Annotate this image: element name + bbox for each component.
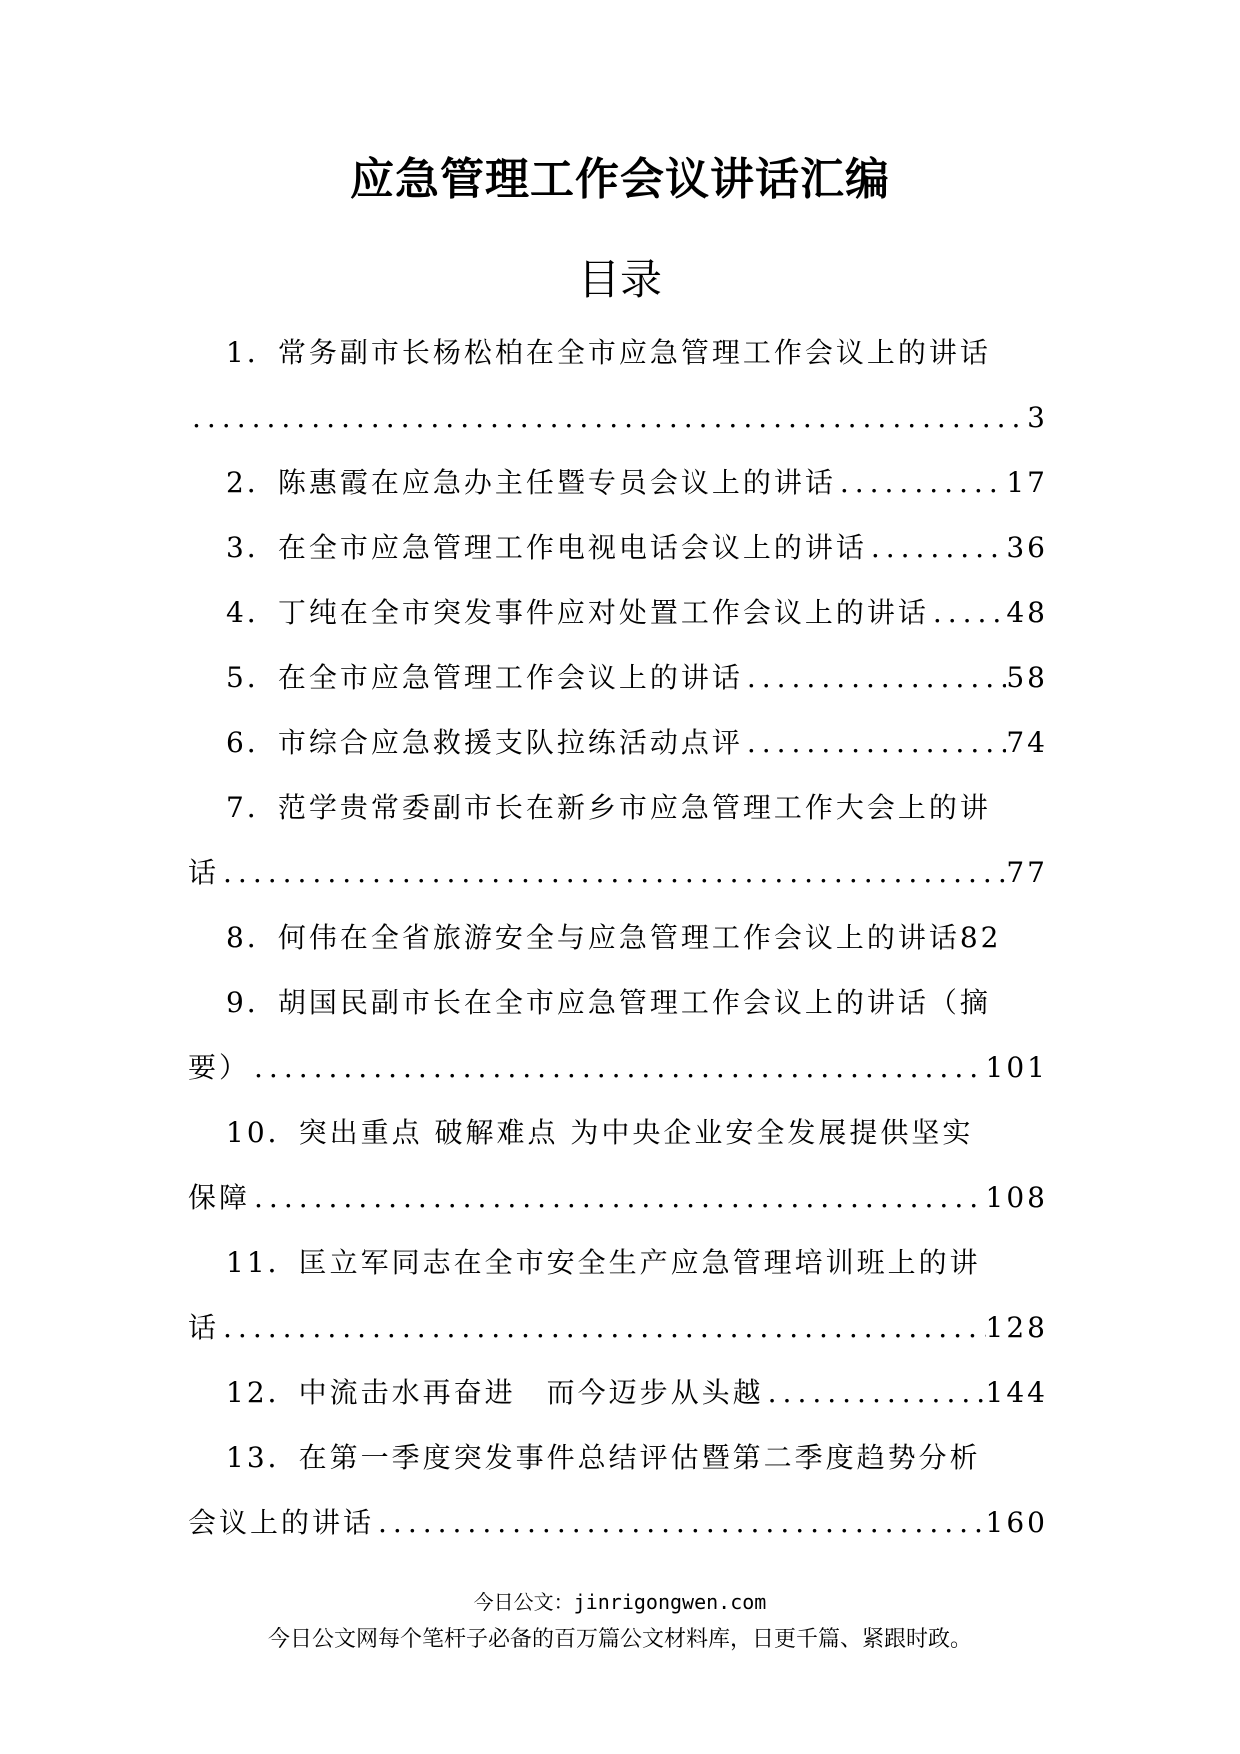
- toc-heading: 目录: [577, 255, 662, 304]
- toc-entry-title-cont: 会议上的讲话: [188, 1506, 375, 1539]
- toc-entry-7-cont[interactable]: [188, 840, 1048, 905]
- dot-leader: [219, 1295, 986, 1360]
- toc-entry-title: 5．在全市应急管理工作会议上的讲话: [226, 661, 743, 694]
- toc-entry-title: 3．在全市应急管理工作电视电话会议上的讲话: [226, 531, 867, 564]
- toc-entry-6[interactable]: [188, 710, 1048, 775]
- toc-entry-12[interactable]: [188, 1360, 1048, 1425]
- toc-page-number: 58: [1006, 661, 1048, 694]
- toc-entry-title: 4．丁纯在全市突发事件应对处置工作会议上的讲话: [226, 596, 929, 629]
- dot-leader: [250, 1035, 986, 1100]
- toc-entry-title: 1．常务副市长杨松柏在全市应急管理工作会议上的讲话: [226, 336, 991, 369]
- toc-entry-11-cont[interactable]: [188, 1295, 1048, 1360]
- table-of-contents: [188, 320, 1048, 1555]
- footer-label: 今日公文：: [473, 1590, 574, 1614]
- dot-leader: [836, 450, 1007, 515]
- dot-leader: [374, 1490, 986, 1555]
- toc-entry-title-cont: 保障: [188, 1181, 251, 1214]
- toc-entry-title: 10．突出重点 破解难点 为中央企业安全发展提供坚实: [226, 1116, 974, 1149]
- toc-entry-9[interactable]: [188, 970, 1048, 1035]
- dot-leader: [743, 710, 1007, 775]
- dot-leader: [929, 580, 1007, 645]
- toc-entry-title: 9．胡国民副市长在全市应急管理工作会议上的讲话（摘: [226, 986, 991, 1019]
- toc-entry-1[interactable]: [188, 320, 1048, 385]
- toc-entry-title: 2．陈惠霞在应急办主任暨专员会议上的讲话: [226, 466, 836, 499]
- toc-page-number: 160: [985, 1506, 1048, 1539]
- toc-entry-7[interactable]: [188, 775, 1048, 840]
- toc-entry-1-cont[interactable]: [188, 385, 1048, 450]
- document-title: 应急管理工作会议讲话汇编: [350, 154, 890, 205]
- toc-page-number: 128: [985, 1311, 1048, 1344]
- toc-entry-title: 8．何伟在全省旅游安全与应急管理工作会议上的讲话: [226, 921, 960, 954]
- toc-page-number: 82: [959, 921, 1002, 954]
- toc-page-number: 36: [1006, 531, 1048, 564]
- toc-entry-11[interactable]: [188, 1230, 1048, 1295]
- toc-entry-9-cont[interactable]: [188, 1035, 1048, 1100]
- dot-leader: [743, 645, 1007, 710]
- toc-entry-title: 13．在第一季度突发事件总结评估暨第二季度趋势分析: [226, 1441, 981, 1474]
- toc-page-number: 3: [1027, 401, 1048, 434]
- footer-url-link[interactable]: jinrigongwen.com: [573, 1590, 767, 1614]
- toc-page-number: 77: [1006, 856, 1048, 889]
- footer-slogan: 今日公文网每个笔杆子必备的百万篇公文材料库，日更千篇、紧跟时政。: [267, 1627, 972, 1652]
- toc-entry-title: 6．市综合应急救援支队拉练活动点评: [226, 726, 743, 759]
- toc-entry-13-cont[interactable]: [188, 1490, 1048, 1555]
- toc-page-number: 74: [1006, 726, 1048, 759]
- toc-entry-3[interactable]: [188, 515, 1048, 580]
- toc-entry-10-cont[interactable]: [188, 1165, 1048, 1230]
- toc-entry-13[interactable]: [188, 1425, 1048, 1490]
- footer-source: [0, 1586, 1240, 1615]
- toc-page-number: 48: [1006, 596, 1048, 629]
- toc-entry-title-cont: 要）: [188, 1051, 251, 1084]
- toc-entry-8[interactable]: [188, 905, 1048, 970]
- toc-entry-title-cont: 话: [188, 856, 220, 889]
- dot-leader: [188, 385, 1027, 450]
- dot-leader: [764, 1360, 986, 1425]
- dot-leader: [250, 1165, 986, 1230]
- toc-entry-10[interactable]: [188, 1100, 1048, 1165]
- toc-entry-title: 12．中流击水再奋进 而今迈步从头越: [226, 1376, 764, 1409]
- toc-page-number: 108: [985, 1181, 1048, 1214]
- toc-entry-2[interactable]: [188, 450, 1048, 515]
- toc-entry-4[interactable]: [188, 580, 1048, 645]
- toc-page-number: 144: [985, 1376, 1048, 1409]
- toc-page-number: 17: [1006, 466, 1048, 499]
- toc-entry-title: 7．范学贵常委副市长在新乡市应急管理工作大会上的讲: [226, 791, 991, 824]
- toc-entry-title: 11．匡立军同志在全市安全生产应急管理培训班上的讲: [226, 1246, 981, 1279]
- dot-leader: [867, 515, 1007, 580]
- toc-page-number: 101: [985, 1051, 1048, 1084]
- toc-entry-5[interactable]: [188, 645, 1048, 710]
- toc-entry-title-cont: 话: [188, 1311, 220, 1344]
- dot-leader: [219, 840, 1006, 905]
